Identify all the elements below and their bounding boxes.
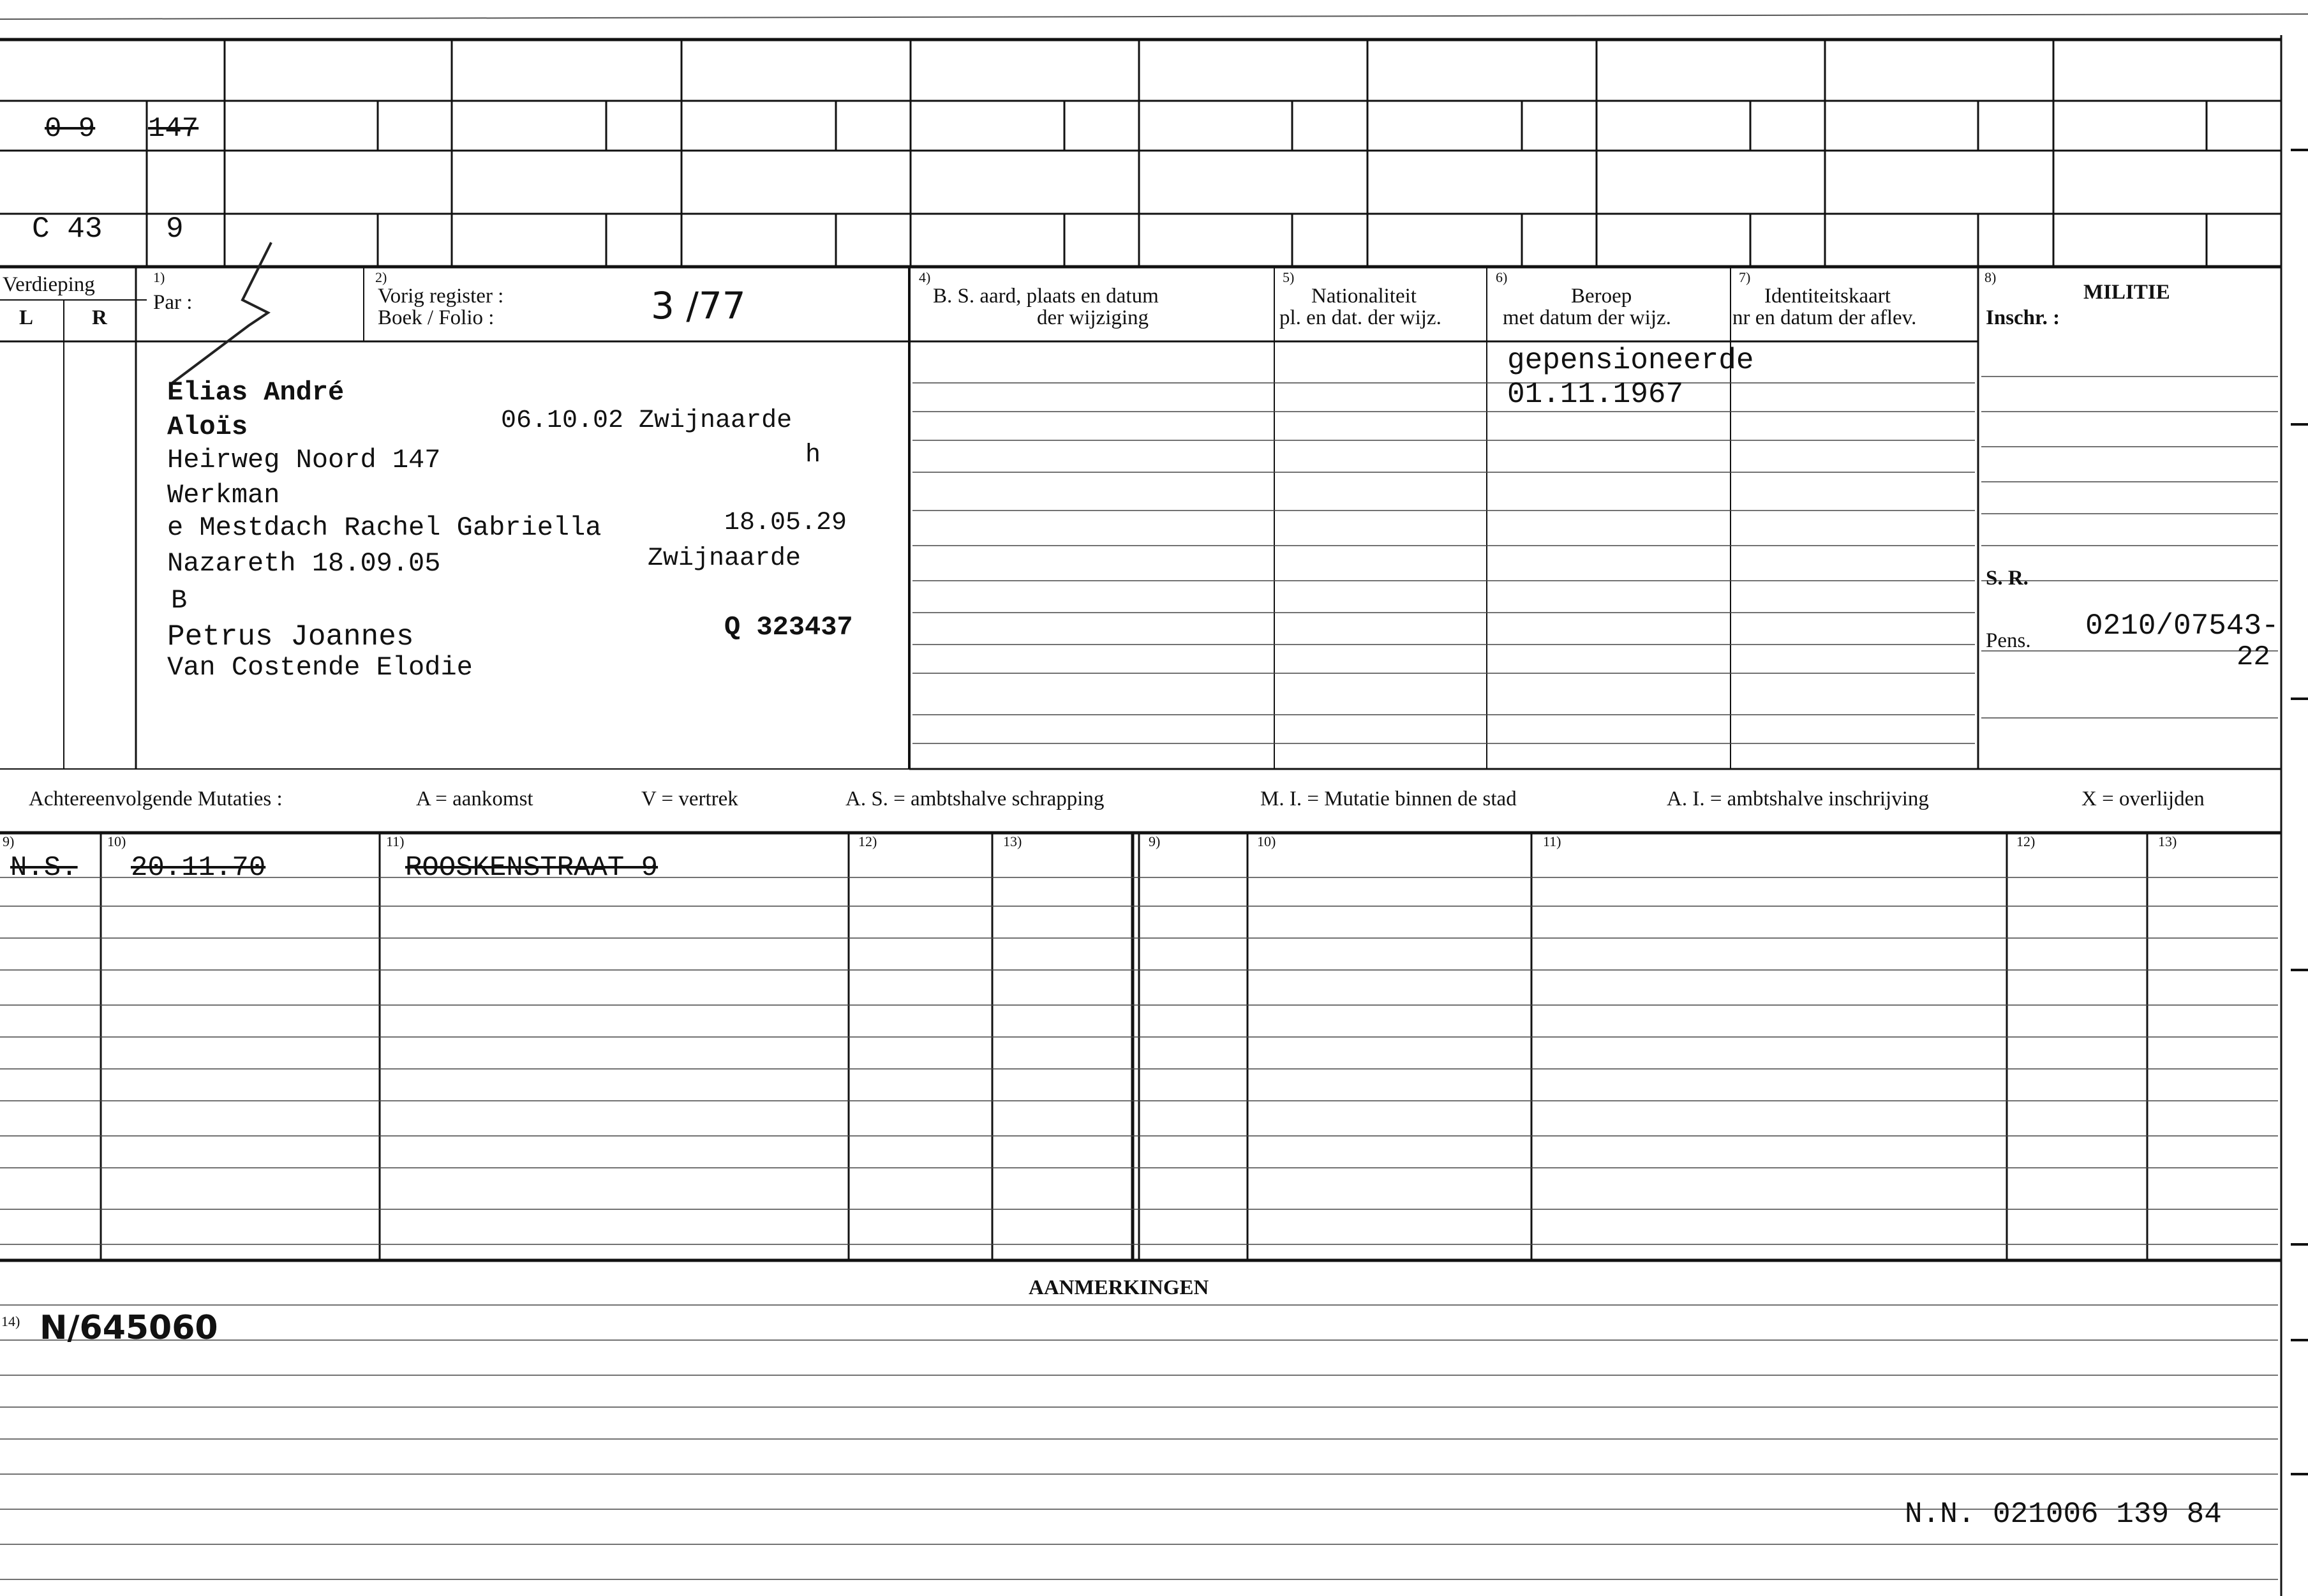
legend-v: V = vertrek [641,787,738,810]
col8-number: 8) [1984,269,1997,285]
col5-number: 5) [1283,269,1295,285]
father-name: Petrus Joannes [167,620,414,653]
col6-title-line1: Beroep [1571,285,1632,308]
sr-label: S. R. [1986,567,2029,590]
l-label: L [19,306,34,329]
nn-number: N.N. 021006 139 84 [1905,1498,2222,1531]
legend-ai: A. I. = ambtshalve inschrijving [1667,787,1929,810]
person-name-line1: Elias André [167,377,345,408]
spouse-name: e Mestdach Rachel Gabriella [167,512,602,543]
beroep-date: 01.11.1967 [1507,378,1684,411]
mut-col11-right: 11) [1543,833,1561,849]
pens-value: 0210/07543- [2085,609,2279,643]
person-b-mark: B [171,585,188,616]
col4-title-line1: B. S. aard, plaats en datum [933,285,1159,308]
beroep-value: gepensioneerde [1507,344,1754,377]
legend-x: X = overlijden [2081,787,2205,810]
mut-col12-left: 12) [858,833,877,849]
legend-a: A = aankomst [416,787,533,810]
militie-title: MILITIE [2083,281,2170,304]
pens-suffix: 22 [2237,641,2270,673]
top-row1-left: 0 9 [45,113,96,145]
mut-col11-left: 11) [386,833,405,849]
top-row2-left: C 43 [32,213,103,246]
vorig-register-label: Vorig register : [378,285,504,308]
col7-number: 7) [1739,269,1751,285]
person-birth: 06.10.02 Zwijnaarde [501,406,793,435]
mutation-entry-date: 20.11.70 [131,852,266,884]
legend-title: Achtereenvolgende Mutaties : [29,787,283,810]
col7-title-line1: Identiteitskaart [1764,285,1891,308]
person-address: Heirweg Noord 147 [167,445,441,475]
mother-name: Van Costende Elodie [167,652,473,683]
pens-label: Pens. [1986,629,2031,652]
mut-col12-right: 12) [2016,833,2036,849]
remarks-value: N/645060 [40,1309,218,1347]
col5-title-line2: pl. en dat. der wijz. [1279,306,1441,329]
mut-col13-right: 13) [2158,833,2177,849]
mutation-entry-type: N.S. [10,852,78,884]
col2-number: 2) [375,269,387,285]
spouse-birth-place: Nazareth 18.09.05 [167,548,441,579]
col1-number: 1) [153,269,165,285]
col6-number: 6) [1496,269,1508,285]
spouse-birth-date: 18.05.29 [724,509,847,537]
col4-title-line2: der wijziging [1037,306,1149,329]
par-label: Par : [153,291,193,314]
verdieping-label: Verdieping [3,273,95,296]
legend-as: A. S. = ambtshalve schrapping [845,787,1105,810]
boek-folio-label: Boek / Folio : [378,306,495,329]
top-row1-mid: 147 [148,113,199,145]
person-occupation: Werkman [167,480,280,511]
col4-number: 4) [919,269,931,285]
col7-title-line2: nr en datum der aflev. [1732,306,1917,329]
person-h-mark: h [805,441,821,470]
vorig-register-value: 3 /77 [651,284,746,327]
remarks-title: AANMERKINGEN [1029,1276,1209,1299]
inschr-label: Inschr. : [1986,306,2060,329]
mut-col9-right: 9) [1149,833,1161,849]
mut-col9-left: 9) [3,833,15,849]
person-name-line2: Aloïs [167,412,248,442]
mut-col10-left: 10) [107,833,126,849]
mut-col10-right: 10) [1257,833,1276,849]
marriage-place: Zwijnaarde [648,544,801,573]
legend-mi: M. I. = Mutatie binnen de stad [1260,787,1517,810]
col5-title-line1: Nationaliteit [1311,285,1417,308]
remarks-number: 14) [1,1313,20,1329]
mut-col13-left: 13) [1003,833,1022,849]
r-label: R [92,306,107,329]
col6-title-line2: met datum der wijz. [1503,306,1671,329]
top-row2-mid: 9 [166,213,184,246]
mutation-entry-address: ROOSKENSTRAAT 9 [405,852,659,884]
id-number: Q 323437 [724,612,853,643]
